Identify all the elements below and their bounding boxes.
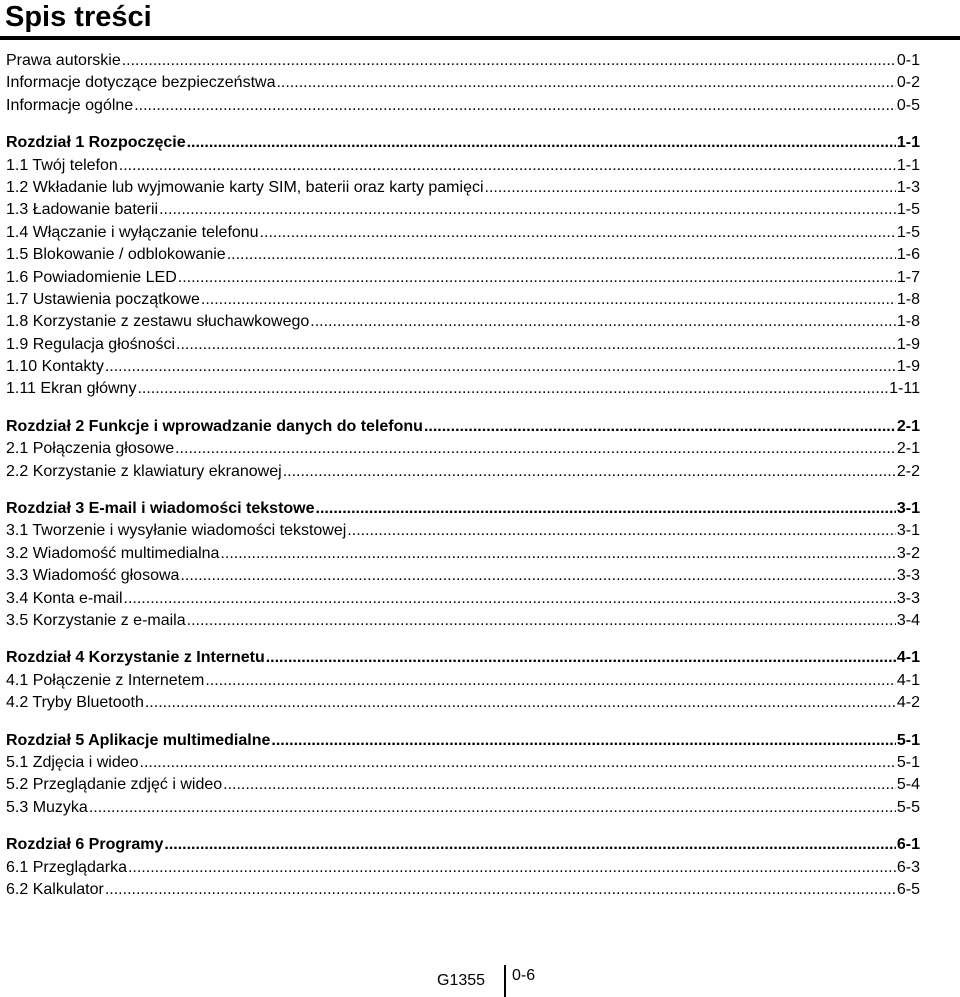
toc-entry[interactable] — [6, 199, 920, 221]
toc-leader-dots — [424, 416, 896, 438]
toc-entry-label: 3.5 Korzystanie z e-maila — [6, 611, 186, 629]
toc-entry[interactable] — [6, 565, 920, 587]
toc-entry-label: 1.9 Regulacja głośności — [6, 335, 175, 353]
toc-entry[interactable] — [6, 520, 920, 542]
toc-leader-dots — [260, 222, 896, 244]
toc-leader-dots — [223, 774, 896, 796]
toc-entry[interactable] — [6, 752, 920, 774]
toc-entry-page: 6-3 — [896, 858, 920, 876]
page-title: Spis treści — [5, 1, 152, 33]
toc-entry-page: 1-5 — [896, 223, 920, 241]
toc-entry[interactable] — [6, 588, 920, 610]
toc-leader-dots — [271, 730, 896, 752]
toc-leader-dots — [485, 177, 896, 199]
toc-group — [6, 132, 920, 401]
toc-entry-label: 2.2 Korzystanie z klawiatury ekranowej — [6, 462, 282, 480]
toc-entry-label: 1.5 Blokowanie / odblokowanie — [6, 246, 226, 264]
toc-leader-dots — [310, 311, 896, 333]
toc-entry-label: Rozdział 4 Korzystanie z Internetu — [6, 649, 265, 667]
toc-entry[interactable] — [6, 334, 920, 356]
toc-leader-dots — [180, 565, 895, 587]
toc-leader-dots — [178, 267, 896, 289]
toc-entry-label: Informacje ogólne — [6, 96, 134, 114]
toc-entry-label: 6.1 Przeglądarka — [6, 858, 127, 876]
toc-entry[interactable] — [6, 670, 920, 692]
toc-group — [6, 647, 920, 714]
toc-entry-label: 3.4 Konta e-mail — [6, 589, 123, 607]
toc-entry[interactable] — [6, 289, 920, 311]
toc-entry-label: 1.10 Kontakty — [6, 358, 104, 376]
toc-entry-page: 1-11 — [889, 380, 920, 398]
toc-entry-page: 3-1 — [896, 522, 920, 540]
toc-entry-page: 5-4 — [896, 776, 920, 794]
title-underline — [0, 36, 960, 40]
toc-entry-label: 4.1 Połączenie z Internetem — [6, 671, 205, 689]
toc-entry-label: 3.2 Wiadomość multimedialna — [6, 544, 220, 562]
toc-entry-label: 5.1 Zdjęcia i wideo — [6, 753, 139, 771]
toc-entry-page: 1-5 — [896, 201, 920, 219]
toc-entry-page: 5-1 — [896, 753, 920, 771]
toc-entry-page: 1-3 — [896, 178, 920, 196]
toc-chapter-entry[interactable] — [6, 834, 920, 856]
footer-separator — [504, 965, 506, 997]
toc-entry[interactable] — [6, 222, 920, 244]
toc-entry-page: 4-1 — [896, 649, 920, 667]
toc-entry[interactable] — [6, 857, 920, 879]
toc-chapter-entry[interactable] — [6, 416, 920, 438]
toc-entry[interactable] — [6, 879, 920, 901]
toc-entry[interactable] — [6, 610, 920, 632]
toc-entry[interactable] — [6, 244, 920, 266]
toc-chapter-entry[interactable] — [6, 498, 920, 520]
toc-leader-dots — [119, 155, 896, 177]
toc-entry-label: 3.1 Tworzenie i wysyłanie wiadomości tekstowej — [6, 522, 347, 540]
toc-leader-dots — [105, 879, 896, 901]
toc-entry-page: 0-2 — [896, 74, 920, 92]
toc-entry-page: 2-2 — [896, 462, 920, 480]
toc-leader-dots — [220, 543, 895, 565]
toc-leader-dots — [159, 199, 896, 221]
toc-entry-label: 4.2 Tryby Bluetooth — [6, 694, 144, 712]
toc-group — [6, 834, 920, 901]
toc-entry[interactable] — [6, 177, 920, 199]
toc-leader-dots — [124, 588, 896, 610]
toc-entry[interactable] — [6, 267, 920, 289]
toc-entry-page: 4-2 — [896, 694, 920, 712]
toc-entry[interactable] — [6, 797, 920, 819]
toc-entry-page: 5-5 — [896, 798, 920, 816]
toc-leader-dots — [187, 610, 896, 632]
toc-entry[interactable] — [6, 543, 920, 565]
toc-entry-label: 5.2 Przeglądanie zdjęć i wideo — [6, 776, 223, 794]
toc-leader-dots — [227, 244, 896, 266]
toc-leader-dots — [140, 752, 896, 774]
toc-entry-page: 3-1 — [896, 500, 920, 518]
toc-entry[interactable] — [6, 356, 920, 378]
toc-entry-page: 3-4 — [896, 611, 920, 629]
toc-entry-page: 4-1 — [896, 671, 920, 689]
toc-leader-dots — [128, 857, 896, 879]
toc-leader-dots — [137, 378, 888, 400]
toc-group — [6, 498, 920, 632]
toc-leader-dots — [266, 647, 896, 669]
toc-chapter-entry[interactable] — [6, 730, 920, 752]
toc-entry-page: 1-9 — [896, 335, 920, 353]
toc-entry-page: 1-1 — [896, 134, 920, 152]
toc-entry[interactable] — [6, 774, 920, 796]
table-of-contents — [6, 50, 920, 916]
footer-page-number: 0-6 — [512, 967, 536, 984]
toc-leader-dots — [176, 334, 896, 356]
toc-entry-label: Rozdział 1 Rozpoczęcie — [6, 134, 186, 152]
toc-leader-dots — [187, 132, 896, 154]
toc-entry-label: 5.3 Muzyka — [6, 798, 88, 816]
toc-entry-label: 6.2 Kalkulator — [6, 880, 104, 898]
toc-entry[interactable] — [6, 95, 920, 117]
toc-leader-dots — [122, 50, 896, 72]
toc-entry-page: 0-5 — [896, 96, 920, 114]
toc-entry-label: Rozdział 2 Funkcje i wprowadzanie danych do telefonu — [6, 417, 423, 435]
toc-entry[interactable] — [6, 155, 920, 177]
toc-chapter-entry[interactable] — [6, 647, 920, 669]
toc-entry-label: 1.3 Ładowanie baterii — [6, 201, 159, 219]
toc-group — [6, 730, 920, 820]
toc-leader-dots — [175, 438, 896, 460]
footer-model: G1355 — [437, 972, 486, 989]
toc-entry-label: Prawa autorskie — [6, 52, 121, 69]
toc-group — [6, 50, 920, 117]
toc-entry-label: 2.1 Połączenia głosowe — [6, 440, 175, 458]
toc-entry-page: 3-3 — [896, 589, 920, 607]
toc-entry-label: Informacje dotyczące bezpieczeństwa — [6, 74, 276, 92]
toc-group — [6, 416, 920, 483]
toc-entry[interactable] — [6, 438, 920, 460]
toc-leader-dots — [145, 692, 896, 714]
toc-leader-dots — [105, 356, 896, 378]
toc-leader-dots — [201, 289, 896, 311]
toc-entry-label: 1.8 Korzystanie z zestawu słuchawkowego — [6, 313, 310, 331]
toc-entry-label: 1.7 Ustawienia początkowe — [6, 290, 200, 308]
toc-entry-label: Rozdział 6 Programy — [6, 836, 164, 854]
toc-entry-page: 2-1 — [896, 417, 920, 435]
toc-entry-page: 5-1 — [896, 731, 920, 749]
toc-entry-label: 1.1 Twój telefon — [6, 156, 118, 174]
toc-entry-page: 1-8 — [896, 290, 920, 308]
toc-leader-dots — [276, 72, 895, 94]
toc-leader-dots — [134, 95, 896, 117]
toc-leader-dots — [89, 797, 896, 819]
toc-entry-page: 6-1 — [896, 836, 920, 854]
toc-entry-page: 1-8 — [896, 313, 920, 331]
toc-entry-page: 3-2 — [896, 544, 920, 562]
toc-entry[interactable] — [6, 378, 920, 400]
toc-entry[interactable] — [6, 692, 920, 714]
toc-entry-label: 1.11 Ekran główny — [6, 380, 137, 398]
toc-leader-dots — [283, 461, 896, 483]
toc-entry-label: Rozdział 5 Aplikacje multimedialne — [6, 731, 271, 749]
toc-leader-dots — [347, 520, 896, 542]
toc-entry-label: 1.2 Wkładanie lub wyjmowanie karty SIM, baterii oraz karty pamięci — [6, 178, 484, 196]
toc-entry-page: 6-5 — [896, 880, 920, 898]
toc-chapter-entry[interactable] — [6, 132, 920, 154]
toc-entry[interactable] — [6, 50, 920, 72]
toc-leader-dots — [316, 498, 896, 520]
toc-entry-label: Rozdział 3 E-mail i wiadomości tekstowe — [6, 500, 315, 518]
toc-entry-page: 1-6 — [896, 246, 920, 264]
toc-entry-page: 1-1 — [896, 156, 920, 174]
toc-entry-page: 1-7 — [896, 268, 920, 286]
toc-entry[interactable] — [6, 72, 920, 94]
toc-entry-label: 3.3 Wiadomość głosowa — [6, 567, 180, 585]
toc-entry-label: 1.4 Włączanie i wyłączanie telefonu — [6, 223, 259, 241]
toc-entry-page: 3-3 — [896, 567, 920, 585]
toc-entry-page: 2-1 — [896, 440, 920, 458]
toc-entry[interactable] — [6, 461, 920, 483]
toc-leader-dots — [164, 834, 896, 856]
toc-leader-dots — [205, 670, 896, 692]
toc-entry-page: 0-1 — [896, 52, 920, 69]
toc-entry[interactable] — [6, 311, 920, 333]
toc-entry-page: 1-9 — [896, 358, 920, 376]
toc-entry-label: 1.6 Powiadomienie LED — [6, 268, 177, 286]
